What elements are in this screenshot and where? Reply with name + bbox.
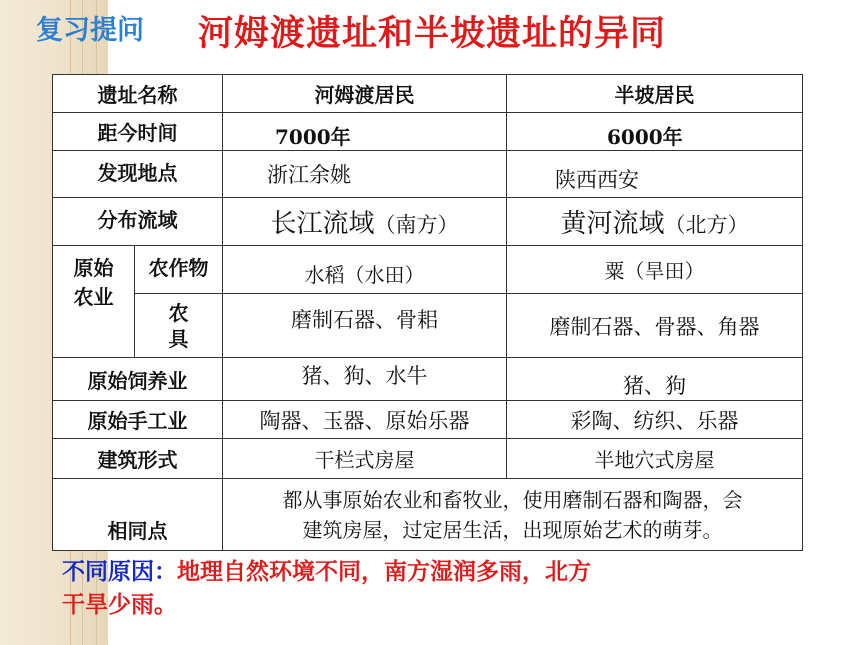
time-label: 距今时间 bbox=[53, 113, 223, 151]
crops-label: 农作物 bbox=[135, 246, 223, 294]
table-row-header bbox=[53, 75, 803, 113]
hemudu-building: 干栏式房屋 bbox=[223, 439, 507, 479]
agriculture-label bbox=[53, 246, 135, 358]
common-text bbox=[223, 479, 803, 551]
hemudu-time: 7000年 bbox=[223, 113, 507, 151]
basin-label: 分布流域 bbox=[53, 198, 223, 246]
hemudu-place: 浙江余姚 bbox=[223, 151, 507, 198]
column-hemudu: 河姆渡居民 bbox=[223, 75, 507, 113]
difference-reason bbox=[62, 556, 752, 622]
common-text-line1: 都从事原始农业和畜牧业，使用磨制石器和陶器，会 bbox=[282, 487, 743, 512]
common-label: 相同点 bbox=[53, 479, 223, 551]
banpo-basin-note: （北方） bbox=[664, 213, 749, 237]
tools-label bbox=[135, 294, 223, 358]
craft-label: 原始手工业 bbox=[53, 401, 223, 439]
place-label: 发现地点 bbox=[53, 151, 223, 198]
table-row-common bbox=[53, 479, 803, 551]
banpo-building: 半地穴式房屋 bbox=[507, 439, 803, 479]
livestock-label: 原始饲养业 bbox=[53, 358, 223, 401]
table-row-basin bbox=[53, 198, 803, 246]
banpo-time: 6000年 bbox=[507, 113, 803, 151]
building-label: 建筑形式 bbox=[53, 439, 223, 479]
review-tag: 复习提问 bbox=[36, 15, 144, 46]
site-name-label: 遗址名称 bbox=[53, 75, 223, 113]
banpo-craft: 彩陶、纺织、乐器 bbox=[507, 401, 803, 439]
table-row-time bbox=[53, 113, 803, 151]
banpo-place: 陕西西安 bbox=[507, 151, 803, 198]
table-row-craft bbox=[53, 401, 803, 439]
hemudu-basin-note: （南方） bbox=[374, 213, 459, 237]
hemudu-basin-main: 长江流域 bbox=[270, 209, 375, 239]
hemudu-livestock: 猪、狗、水牛 bbox=[223, 358, 507, 401]
reason-text-line2: 干旱少雨。 bbox=[62, 592, 177, 618]
common-text-line2: 建筑房屋，过定居生活，出现原始艺术的萌芽。 bbox=[302, 517, 723, 542]
comparison-table bbox=[52, 74, 803, 551]
reason-text-line1: 地理自然环境不同，南方湿润多雨，北方 bbox=[177, 559, 591, 585]
hemudu-basin bbox=[223, 198, 507, 246]
banpo-tools: 磨制石器、骨器、角器 bbox=[507, 294, 803, 358]
table-row-livestock bbox=[53, 358, 803, 401]
tools-label-line1: 农 bbox=[168, 300, 189, 325]
page-title: 河姆渡遗址和半坡遗址的异同 bbox=[198, 14, 667, 54]
table-row-crops bbox=[53, 246, 803, 294]
table-row-building bbox=[53, 439, 803, 479]
table-row-place bbox=[53, 151, 803, 198]
hemudu-crops: 水稻（水田） bbox=[223, 246, 507, 294]
column-banpo: 半坡居民 bbox=[507, 75, 803, 113]
reason-key: 不同原因： bbox=[62, 559, 177, 585]
agriculture-label-line1: 原始 bbox=[73, 256, 114, 280]
tools-label-line2: 具 bbox=[168, 326, 189, 351]
banpo-crops: 粟（旱田） bbox=[507, 246, 803, 294]
banpo-basin-main: 黄河流域 bbox=[560, 209, 665, 239]
banpo-livestock: 猪、狗 bbox=[507, 358, 803, 401]
hemudu-craft: 陶器、玉器、原始乐器 bbox=[223, 401, 507, 439]
banpo-basin bbox=[507, 198, 803, 246]
table-row-tools bbox=[53, 294, 803, 358]
hemudu-tools: 磨制石器、骨耜 bbox=[223, 294, 507, 358]
agriculture-label-line2: 农业 bbox=[73, 285, 114, 309]
